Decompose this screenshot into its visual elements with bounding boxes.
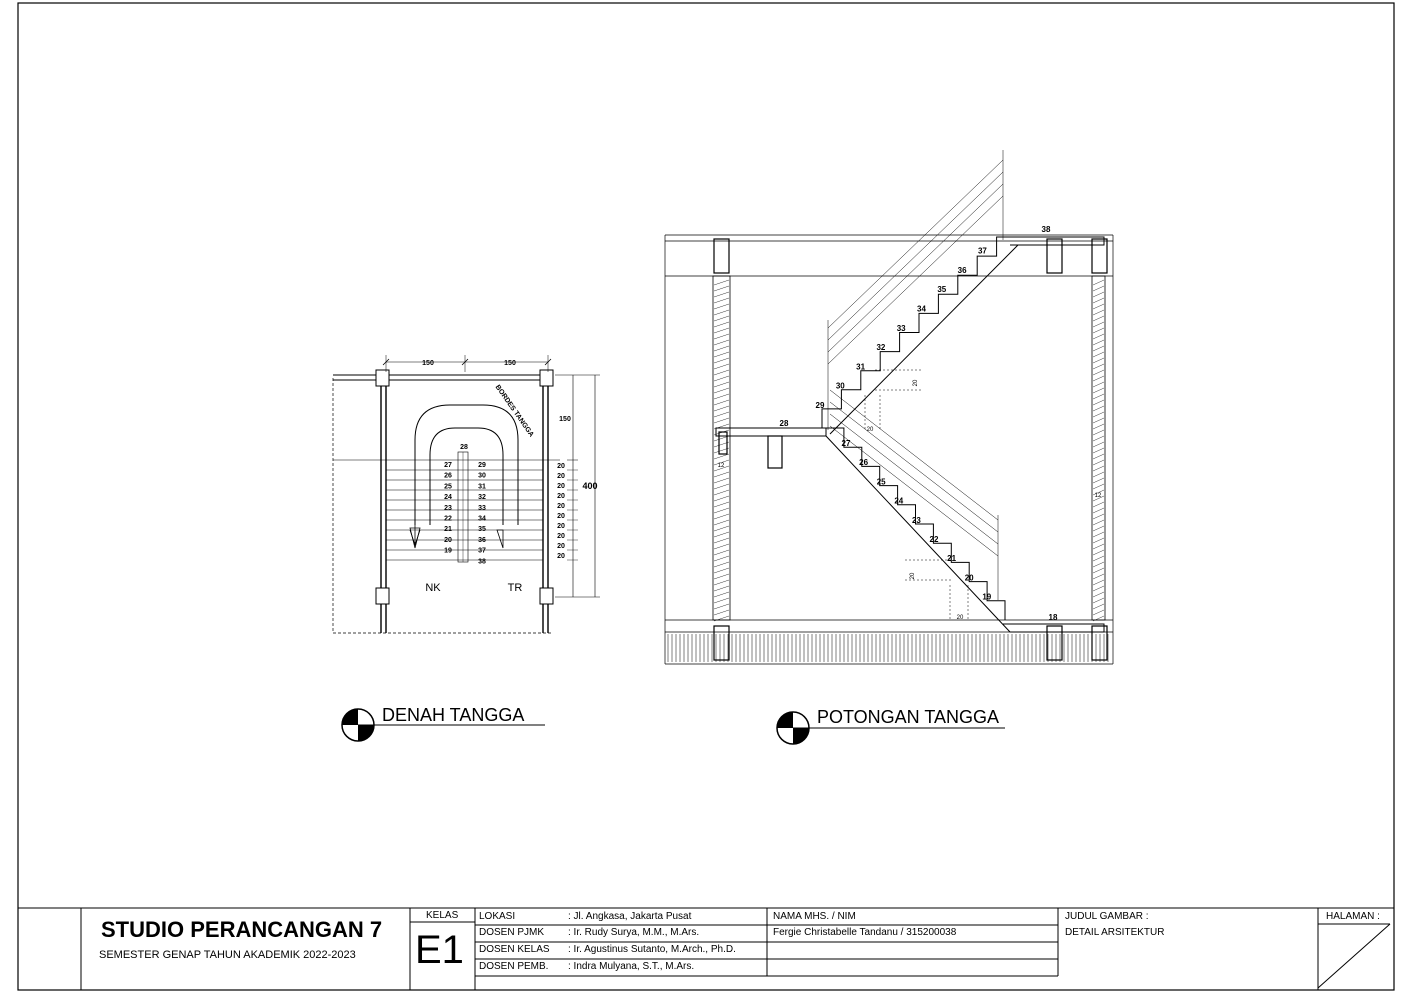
wall-hatch-line xyxy=(1093,454,1104,459)
wall-hatch-line xyxy=(714,544,729,549)
section-slab-dim-right: 12 xyxy=(1094,493,1102,499)
wall-hatch-line xyxy=(1093,340,1104,345)
plan-tread-dim: 20 xyxy=(557,503,565,510)
wall-hatch-line xyxy=(1093,526,1104,531)
wall-hatch-line xyxy=(1093,436,1104,441)
wall-hatch-line xyxy=(1093,532,1104,537)
upper-flight-soffit xyxy=(830,245,1018,434)
plan-tread-dim: 20 xyxy=(557,523,565,530)
plan-tread-dim: 20 xyxy=(557,533,565,540)
section-labels xyxy=(718,225,1102,622)
wall-hatch-line xyxy=(1093,322,1104,327)
section-step-label: 20 xyxy=(964,573,974,583)
wall-hatch-line xyxy=(714,532,729,537)
wall-hatch-line xyxy=(1093,298,1104,303)
wall-hatch-line xyxy=(1093,292,1104,297)
wall-hatch-line xyxy=(714,334,729,339)
plan-dim-top-right: 150 xyxy=(504,360,516,367)
wall-hatch-line xyxy=(714,292,729,297)
wall-hatch-line xyxy=(1093,316,1104,321)
wall-hatch-line xyxy=(1093,448,1104,453)
wall-hatch-line xyxy=(714,388,729,393)
wall-hatch-line xyxy=(714,376,729,381)
plan-step-label: 36 xyxy=(478,536,486,544)
plan-tread-dim: 20 xyxy=(557,493,565,500)
section-step-label: 27 xyxy=(841,439,851,448)
wall-hatch-line xyxy=(714,604,729,609)
wall-hatch-line xyxy=(1093,574,1104,579)
wall-hatch-line xyxy=(714,400,729,405)
wall-hatch-line xyxy=(1093,610,1104,615)
wall-hatch-line xyxy=(1093,400,1104,405)
wall-hatch-line xyxy=(714,586,729,591)
wall-hatch-line xyxy=(1093,286,1104,291)
info-value-dosen-pemb: : Indra Mulyana, S.T., M.Ars. xyxy=(568,961,695,972)
wall-hatch-line xyxy=(714,346,729,351)
wall-hatch-line xyxy=(714,568,729,573)
section-step-label: 35 xyxy=(937,285,947,295)
section-step-label: 25 xyxy=(876,477,886,487)
wall-hatch-line xyxy=(714,382,729,387)
plan-step-label: 27 xyxy=(444,462,452,469)
plan-title: DENAH TANGGA xyxy=(382,705,525,725)
upper-handrail xyxy=(828,196,1003,364)
wall-hatch-line xyxy=(714,502,729,507)
plan-step-label: 24 xyxy=(444,494,452,502)
info-label-dosen-pemb: DOSEN PEMB. xyxy=(479,961,549,972)
section-step-label: 32 xyxy=(876,343,886,353)
wall-hatch-line xyxy=(1093,538,1104,543)
info-value-dosen-kelas: : Ir. Agustinus Sutanto, M.Arch., Ph.D. xyxy=(568,944,736,955)
wall-hatch-line xyxy=(1093,508,1104,513)
wall-hatch-line xyxy=(714,598,729,603)
wall-hatch-line xyxy=(1093,388,1104,393)
plan-step-label: 22 xyxy=(444,515,452,523)
wall-hatch-line xyxy=(1093,376,1104,381)
wall-hatch-line xyxy=(714,556,729,561)
plan-step-label: 37 xyxy=(478,547,486,555)
plan-step-label: 31 xyxy=(478,483,486,491)
section-step-label: 31 xyxy=(856,362,866,372)
section-tread-dim-upper: 20 xyxy=(866,427,874,433)
plan-step-label: 35 xyxy=(478,526,486,534)
wall-hatch-line xyxy=(714,298,729,303)
wall-hatch-line xyxy=(1093,364,1104,369)
info-label-lokasi: LOKASI xyxy=(479,911,516,922)
wall-hatch-line xyxy=(1093,466,1104,471)
kelas-value: E1 xyxy=(415,928,464,972)
section-title: POTONGAN TANGGA xyxy=(817,707,1000,727)
page-label: HALAMAN : xyxy=(1326,911,1380,922)
wall-hatch-line xyxy=(714,418,729,423)
section-step-label: 37 xyxy=(977,246,987,256)
wall-hatch-line xyxy=(714,286,729,291)
wall-hatch-line xyxy=(714,304,729,309)
wall-hatch-line xyxy=(714,406,729,411)
section-step-label: 24 xyxy=(894,496,904,506)
wall-hatch-line xyxy=(1093,586,1104,591)
wall-hatch-line xyxy=(714,514,729,519)
plan-up-label: NK xyxy=(425,582,441,594)
wall-hatch-line xyxy=(714,412,729,417)
info-value-lokasi: : Jl. Angkasa, Jakarta Pusat xyxy=(568,911,692,922)
wall-hatch-line xyxy=(714,310,729,315)
plan-step-label: 23 xyxy=(444,504,452,512)
lower-handrail xyxy=(830,426,998,556)
wall-hatch-line xyxy=(714,394,729,399)
section-step-label: 33 xyxy=(896,323,906,333)
wall-hatch-line xyxy=(1093,280,1104,285)
wall-hatch-line xyxy=(1093,328,1104,333)
wall-hatch-line xyxy=(1093,544,1104,549)
wall-hatch-line xyxy=(714,610,729,615)
section-landing-step: 28 xyxy=(779,419,789,428)
plan-step-label: 19 xyxy=(444,547,452,555)
section-slab-dim-left: 12 xyxy=(717,463,725,469)
section-tread-dim-lower: 20 xyxy=(956,615,964,621)
plan-dim-top-left: 150 xyxy=(422,360,434,367)
wall-hatch-line xyxy=(714,472,729,477)
wall-hatch-line xyxy=(1093,514,1104,519)
wall-hatch-line xyxy=(714,562,729,567)
upper-handrail xyxy=(828,160,1003,328)
section-riser-dim-upper: 20 xyxy=(913,379,919,387)
wall-hatch-line xyxy=(714,322,729,327)
student-value: Fergie Christabelle Tandanu / 315200038 xyxy=(773,927,957,938)
plan-step-label: 29 xyxy=(478,462,486,469)
plan-step-label: 21 xyxy=(444,526,452,534)
drawing-title-label: JUDUL GAMBAR : xyxy=(1065,911,1149,922)
plan-dim-right-upper: 150 xyxy=(559,416,571,423)
plan-tread-dim: 20 xyxy=(557,463,565,470)
wall-hatch-line xyxy=(714,496,729,501)
plan-labels xyxy=(422,360,597,594)
wall-hatch-line xyxy=(1093,418,1104,423)
wall-hatch-line xyxy=(1093,310,1104,315)
upper-flight-steps xyxy=(822,237,1016,428)
section-step-label: 19 xyxy=(982,592,992,602)
plan-step-label: 38 xyxy=(478,558,486,566)
wall-hatch-line xyxy=(714,550,729,555)
drawing-title-value: DETAIL ARSITEKTUR xyxy=(1065,927,1165,938)
wall-hatch-line xyxy=(714,520,729,525)
wall-hatch-line xyxy=(1093,382,1104,387)
wall-hatch-line xyxy=(1093,478,1104,483)
info-value-dosen-pjmk: : Ir. Rudy Surya, M.M., M.Ars. xyxy=(568,927,700,938)
wall-hatch-line xyxy=(714,508,729,513)
wall-hatch-line xyxy=(714,340,729,345)
plan-dim-right-total: 400 xyxy=(582,481,598,491)
wall-hatch-line xyxy=(1093,502,1104,507)
section-step-label: 23 xyxy=(911,515,921,525)
wall-hatch-line xyxy=(1093,304,1104,309)
wall-hatch-line xyxy=(1093,568,1104,573)
plan-step-label: 26 xyxy=(444,472,452,480)
wall-hatch-line xyxy=(714,352,729,357)
plan-step-label: 32 xyxy=(478,494,486,502)
wall-hatch-line xyxy=(1093,580,1104,585)
plan-step-label: 25 xyxy=(444,483,452,491)
section-bottom-step: 18 xyxy=(1048,613,1058,622)
wall-hatch-line xyxy=(714,592,729,597)
wall-hatch-line xyxy=(1093,394,1104,399)
plan-tread-dim: 20 xyxy=(557,513,565,520)
wall-hatch-line xyxy=(714,328,729,333)
wall-hatch-line xyxy=(714,454,729,459)
plan-tread-dim: 20 xyxy=(557,543,565,550)
wall-hatch-line xyxy=(1093,442,1104,447)
section-step-label: 34 xyxy=(917,304,926,314)
wall-hatch-line xyxy=(714,574,729,579)
wall-hatch-line xyxy=(1093,472,1104,477)
wall-hatch-line xyxy=(714,370,729,375)
wall-hatch-line xyxy=(714,526,729,531)
section-step-label: 29 xyxy=(815,401,825,410)
wall-hatch-line xyxy=(1093,358,1104,363)
wall-hatch-line xyxy=(1093,430,1104,435)
plan-step-label: 30 xyxy=(478,472,486,480)
wall-hatch-line xyxy=(714,364,729,369)
info-label-dosen-pjmk: DOSEN PJMK xyxy=(479,927,545,938)
plan-tread-dim: 20 xyxy=(557,473,565,480)
plan-landing-label: BORDES TANGGA xyxy=(493,383,535,439)
wall-hatch-line xyxy=(714,484,729,489)
wall-hatch-line xyxy=(714,538,729,543)
wall-hatch-line xyxy=(1093,406,1104,411)
lower-flight-soffit xyxy=(826,436,1010,632)
plan-down-label: TR xyxy=(507,582,523,594)
student-label: NAMA MHS. / NIM xyxy=(773,911,856,922)
section-top-step: 38 xyxy=(1041,225,1051,234)
wall-hatch-line xyxy=(1093,550,1104,555)
wall-hatch-line xyxy=(1093,562,1104,567)
section-step-label: 36 xyxy=(957,265,967,275)
wall-hatch-line xyxy=(714,316,729,321)
wall-hatch-line xyxy=(1093,592,1104,597)
plan-tread-dim: 20 xyxy=(557,553,565,560)
section-riser-dim-lower: 20 xyxy=(910,572,916,580)
section-step-label: 30 xyxy=(835,381,845,391)
wall-hatch-line xyxy=(1093,346,1104,351)
plan-step-label: 34 xyxy=(478,515,486,523)
kelas-label: KELAS xyxy=(426,910,459,921)
wall-hatch-line xyxy=(1093,484,1104,489)
wall-hatch-line xyxy=(714,580,729,585)
wall-hatch-line xyxy=(1093,352,1104,357)
wall-hatch-line xyxy=(1093,556,1104,561)
wall-hatch-line xyxy=(714,358,729,363)
sheet-border xyxy=(18,3,1394,990)
section-step-label: 22 xyxy=(929,535,939,544)
wall-hatch-line xyxy=(1093,370,1104,375)
lower-handrail xyxy=(830,390,998,520)
wall-hatch-line xyxy=(1093,520,1104,525)
wall-hatch-line xyxy=(1093,424,1104,429)
section-step-label: 26 xyxy=(859,458,869,468)
wall-hatch-line xyxy=(1093,598,1104,603)
wall-hatch-line xyxy=(1093,604,1104,609)
plan-step-label: 33 xyxy=(478,504,486,512)
semester-label: SEMESTER GENAP TAHUN AKADEMIK 2022-2023 xyxy=(99,949,356,961)
wall-hatch-line xyxy=(714,478,729,483)
wall-hatch-line xyxy=(714,490,729,495)
wall-hatch-line xyxy=(1093,412,1104,417)
wall-hatch-line xyxy=(1093,334,1104,339)
info-label-dosen-kelas: DOSEN KELAS xyxy=(479,944,550,955)
studio-title: STUDIO PERANCANGAN 7 xyxy=(101,917,383,942)
section-step-label: 21 xyxy=(947,554,957,564)
wall-hatch-line xyxy=(1093,460,1104,465)
wall-hatch-line xyxy=(714,280,729,285)
plan-step-label: 20 xyxy=(444,536,452,544)
plan-tread-dim: 20 xyxy=(557,483,565,490)
plan-landing-step: 28 xyxy=(460,444,468,451)
